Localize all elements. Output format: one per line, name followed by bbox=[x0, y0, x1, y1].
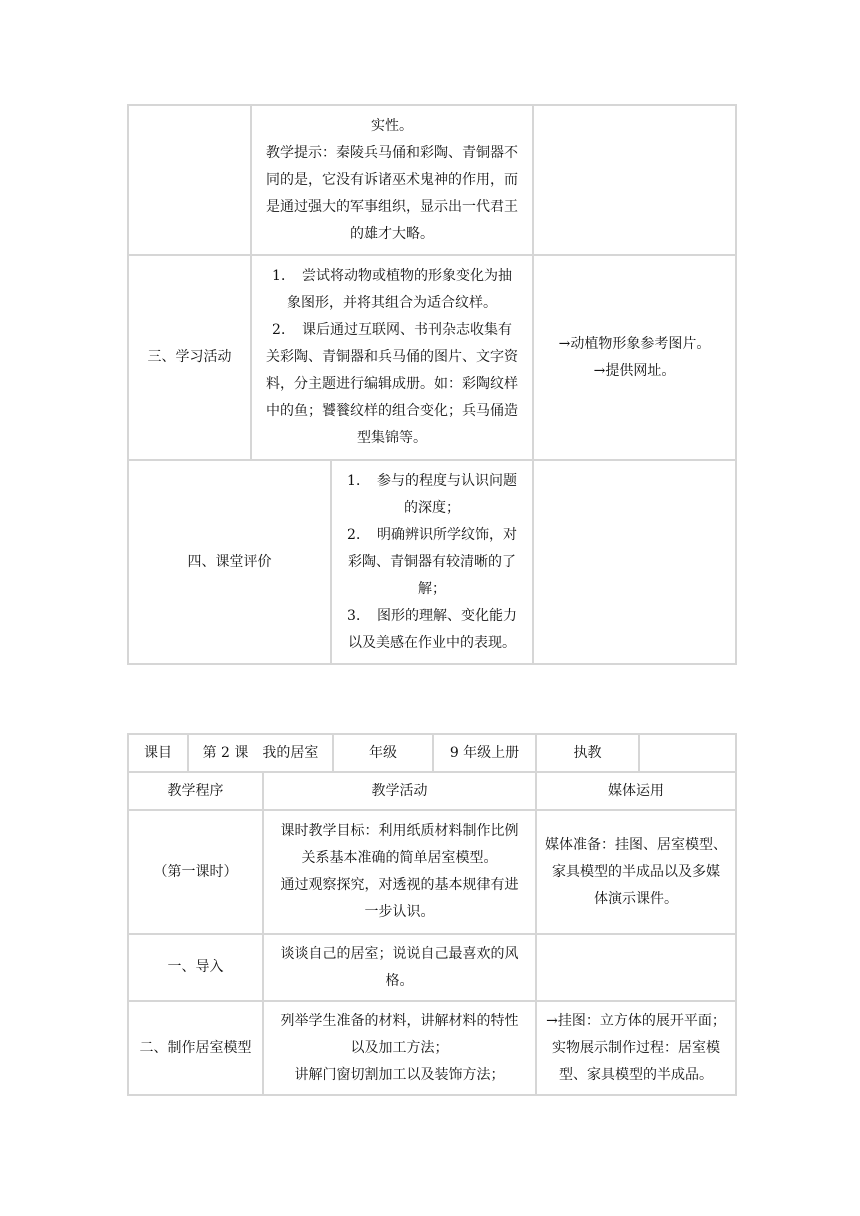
text-line: 解； bbox=[418, 580, 446, 597]
step-cell: 一、导入 bbox=[128, 934, 263, 1001]
table-row bbox=[128, 810, 736, 934]
text-line: 2． 明确辨识所学纹饰，对 bbox=[347, 526, 517, 543]
step-cell: 二、制作居室模型 bbox=[128, 1001, 263, 1095]
text-line: 以及美感在作业中的表现。 bbox=[348, 634, 516, 651]
lesson-table bbox=[127, 733, 737, 1096]
subject-label: 课目 bbox=[128, 734, 188, 772]
column-header-row bbox=[128, 772, 736, 810]
text-line: 关系基本准确的简单居室模型。 bbox=[301, 850, 498, 866]
activity-cell bbox=[251, 105, 533, 255]
text-line: 关彩陶、青铜器和兵马俑的图片、文字资 bbox=[266, 349, 518, 365]
media-cell-empty bbox=[533, 460, 736, 664]
header-row bbox=[128, 734, 736, 772]
text-line: 教学提示：秦陵兵马俑和彩陶、青铜器不 bbox=[266, 144, 518, 161]
text-line: 体演示课件。 bbox=[594, 890, 678, 907]
step-cell: 四、课堂评价 bbox=[128, 460, 331, 664]
text-line: 通过观察探究，对透视的基本规律有进 bbox=[280, 877, 519, 893]
activity-cell bbox=[251, 255, 533, 460]
step-cell-empty bbox=[128, 105, 251, 255]
text-line: 实性。 bbox=[371, 117, 413, 134]
text-line: 实物展示制作过程：居室模 bbox=[552, 1039, 720, 1056]
media-cell-empty bbox=[533, 105, 736, 255]
text-line: 1． 尝试将动物或植物的形象变化为抽 bbox=[272, 268, 512, 284]
column-header: 教学活动 bbox=[263, 772, 536, 810]
activity-cell bbox=[331, 460, 533, 664]
step-cell: （第一课时） bbox=[128, 810, 263, 934]
grade-label: 年级 bbox=[333, 734, 433, 772]
column-header: 媒体运用 bbox=[536, 772, 736, 810]
text-line: 同的是，它没有诉诸巫术鬼神的作用，而 bbox=[266, 171, 518, 188]
text-line: 彩陶、青铜器有较清晰的了 bbox=[348, 553, 516, 570]
step-cell: 三、学习活动 bbox=[128, 255, 251, 460]
media-cell bbox=[536, 1001, 736, 1095]
lesson-table-continued bbox=[127, 104, 737, 665]
text-line: 格。 bbox=[385, 972, 414, 989]
media-cell bbox=[533, 255, 736, 460]
text-line: 2． 课后通过互联网、书刊杂志收集有 bbox=[272, 322, 512, 338]
subject-value: 第 2 课 我的居室 bbox=[188, 734, 333, 772]
column-header: 教学程序 bbox=[128, 772, 263, 810]
table-row bbox=[128, 934, 736, 1001]
media-cell bbox=[536, 810, 736, 934]
activity-cell bbox=[263, 1001, 536, 1095]
text-line: 谈谈自己的居室；说说自己最喜欢的风 bbox=[280, 945, 519, 962]
teacher-label: 执教 bbox=[536, 734, 639, 772]
text-line: 列举学生准备的材料，讲解材料的特性 bbox=[280, 1012, 519, 1029]
text-line: 型、家具模型的半成品。 bbox=[559, 1066, 713, 1083]
text-line: 的雄才大略。 bbox=[350, 225, 434, 242]
activity-cell bbox=[263, 934, 536, 1001]
text-line: 料，分主题进行编辑成册。如：彩陶纹样 bbox=[266, 376, 518, 392]
text-line: 象图形，并将其组合为适合纹样。 bbox=[287, 295, 497, 311]
media-cell-empty bbox=[536, 934, 736, 1001]
teacher-value bbox=[639, 734, 736, 772]
text-line: 以及加工方法； bbox=[350, 1039, 449, 1056]
text-line: 媒体准备：挂图、居室模型、 bbox=[545, 836, 727, 853]
text-line: 讲解门窗切割加工以及装饰方法； bbox=[294, 1066, 505, 1083]
table-row bbox=[128, 1001, 736, 1095]
text-line: →挂图：立方体的展开平面； bbox=[546, 1012, 726, 1029]
text-line: 的深度； bbox=[404, 499, 460, 516]
text-line: 课时教学目标：利用纸质材料制作比例 bbox=[280, 823, 519, 839]
text-line: 型集锦等。 bbox=[357, 430, 427, 446]
text-line: 1． 参与的程度与认识问题 bbox=[347, 472, 517, 489]
text-line: 家具模型的半成品以及多媒 bbox=[552, 863, 720, 880]
text-line: 中的鱼；饕餮纹样的组合变化；兵马俑造 bbox=[266, 403, 518, 419]
text-line: →动植物形象参考图片。 bbox=[558, 335, 711, 352]
text-line: 一步认识。 bbox=[364, 904, 435, 920]
text-line: 3． 图形的理解、变化能力 bbox=[347, 607, 517, 624]
text-line: 是通过强大的军事组织，显示出一代君王 bbox=[266, 198, 518, 215]
grade-value: 9 年级上册 bbox=[433, 734, 536, 772]
text-line: →提供网址。 bbox=[593, 362, 676, 379]
activity-cell bbox=[263, 810, 536, 934]
